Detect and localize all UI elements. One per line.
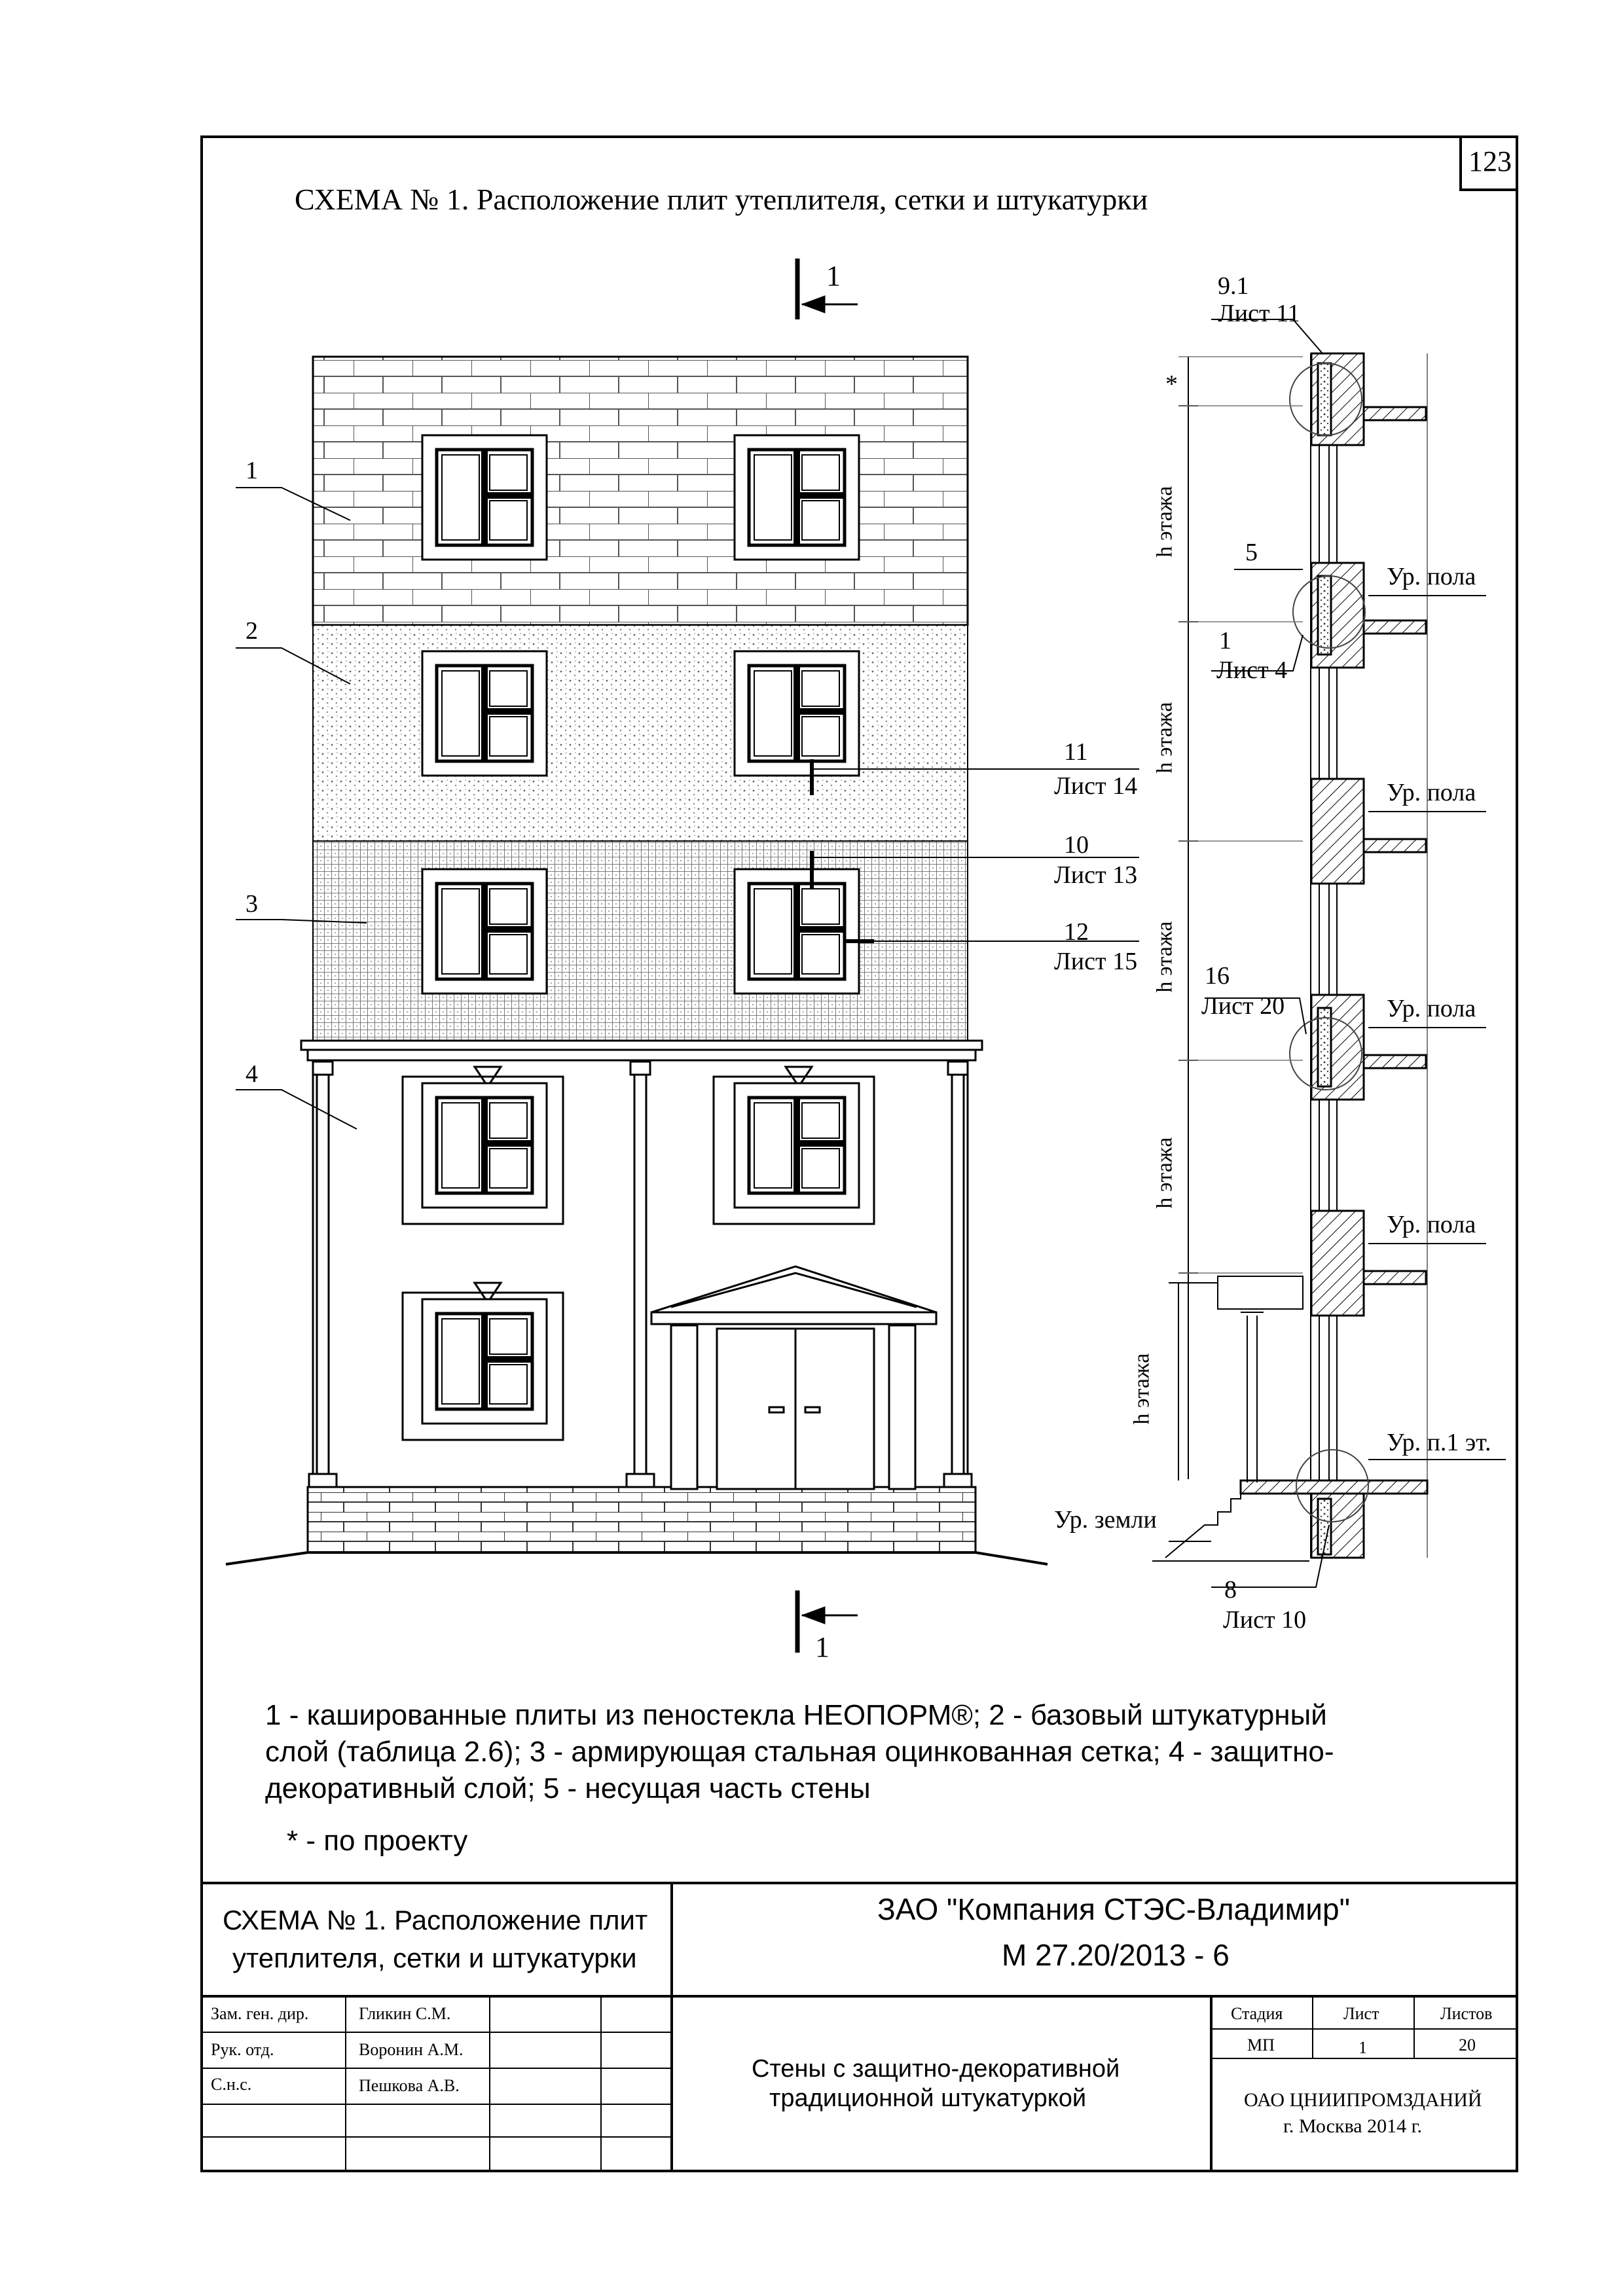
section-ref-sheet: Лист 11 <box>1218 300 1300 327</box>
section-ref-sheet: Лист 10 <box>1223 1606 1307 1634</box>
legend-text: 1 - кашированные плиты из пеностекла НЕОПОРМ®; 2 - базовый штукатурный слой (таблица 2.6); 3 - армирующая стальная оцинкованная сетка; 4 - защитно-декоративный слой; 5 - несущая часть стены <box>265 1699 1334 1804</box>
floor-level-label: Ур. пола <box>1387 1211 1476 1238</box>
floor-level-label: Ур. пола <box>1387 563 1476 590</box>
tb-stage-header: Стадия <box>1231 2004 1283 2023</box>
callout-num: 11 <box>1064 738 1088 766</box>
section-ref-sheet: Лист 20 <box>1201 992 1285 1020</box>
star-mark: * <box>1165 370 1178 398</box>
callout-num: 10 <box>1064 831 1089 859</box>
footnote: * - по проекту <box>287 1825 468 1857</box>
tb-company: ЗАО "Компания СТЭС-Владимир" <box>877 1892 1350 1926</box>
wall-label-5: 5 <box>1245 539 1258 566</box>
section-mark-top-label: 1 <box>826 260 841 292</box>
tb-sheet-value: 1 <box>1359 2038 1367 2057</box>
tb-name: Гликин С.М. <box>359 2004 451 2023</box>
tb-name: Пешкова А.В. <box>359 2076 460 2095</box>
floor-level-label: Ур. пола <box>1387 779 1476 806</box>
tb-sheet-header: Лист <box>1343 2004 1379 2023</box>
section-ref-num: 8 <box>1224 1576 1237 1604</box>
floor-height-label: h этажа <box>1152 702 1177 774</box>
first-floor-level-label: Ур. п.1 эт. <box>1387 1429 1491 1456</box>
ground-level-label: Ур. земли <box>1054 1506 1157 1534</box>
layer-label-2: 2 <box>246 617 258 645</box>
floor-height-label: h этажа <box>1152 921 1177 993</box>
layer-label-4: 4 <box>246 1060 258 1088</box>
tb-organization: ОАО ЦНИИПРОМЗДАНИЙ <box>1244 2089 1482 2111</box>
callout-sheet: Лист 13 <box>1054 861 1138 889</box>
page-number: 123 <box>1459 135 1518 191</box>
floor-level-label: Ур. пола <box>1387 995 1476 1022</box>
callout-sheet: Лист 15 <box>1054 948 1138 975</box>
floor-height-label: h этажа <box>1152 1137 1177 1209</box>
tb-drawing-title: СХЕМА № 1. Расположение плит <box>223 1905 648 1935</box>
tb-sheets-value: 20 <box>1459 2036 1476 2054</box>
section-ref-num: 16 <box>1205 962 1230 990</box>
section-ref-num: 9.1 <box>1218 272 1249 300</box>
layer-label-1: 1 <box>246 457 258 484</box>
section-mark-bottom-label: 1 <box>815 1631 830 1663</box>
section-ref-sheet: Лист 4 <box>1216 656 1288 684</box>
tb-role: Зам. ген. дир. <box>211 2004 309 2023</box>
tb-role: С.н.с. <box>211 2075 252 2094</box>
tb-doc-title: Стены с защитно-декоративной <box>752 2055 1120 2083</box>
tb-sheets-header: Листов <box>1440 2004 1493 2023</box>
tb-doc-title: традиционной штукатуркой <box>769 2085 1087 2112</box>
floor-height-label: h этажа <box>1129 1353 1154 1425</box>
callout-num: 12 <box>1064 918 1089 946</box>
floor-height-label: h этажа <box>1152 486 1177 558</box>
section-ref-num: 1 <box>1219 627 1231 655</box>
tb-code: М 27.20/2013 - 6 <box>1002 1938 1230 1972</box>
tb-name: Воронин А.М. <box>359 2040 464 2059</box>
tb-role: Рук. отд. <box>211 2040 274 2059</box>
tb-stage-value: МП <box>1247 2036 1275 2054</box>
layer-label-3: 3 <box>246 890 258 918</box>
callout-sheet: Лист 14 <box>1054 772 1138 800</box>
tb-organization-city: г. Москва 2014 г. <box>1283 2115 1422 2137</box>
drawing-title: СХЕМА № 1. Расположение плит утеплителя, сетки и штукатурки <box>295 183 1148 216</box>
tb-drawing-title: утеплителя, сетки и штукатурки <box>232 1943 637 1973</box>
